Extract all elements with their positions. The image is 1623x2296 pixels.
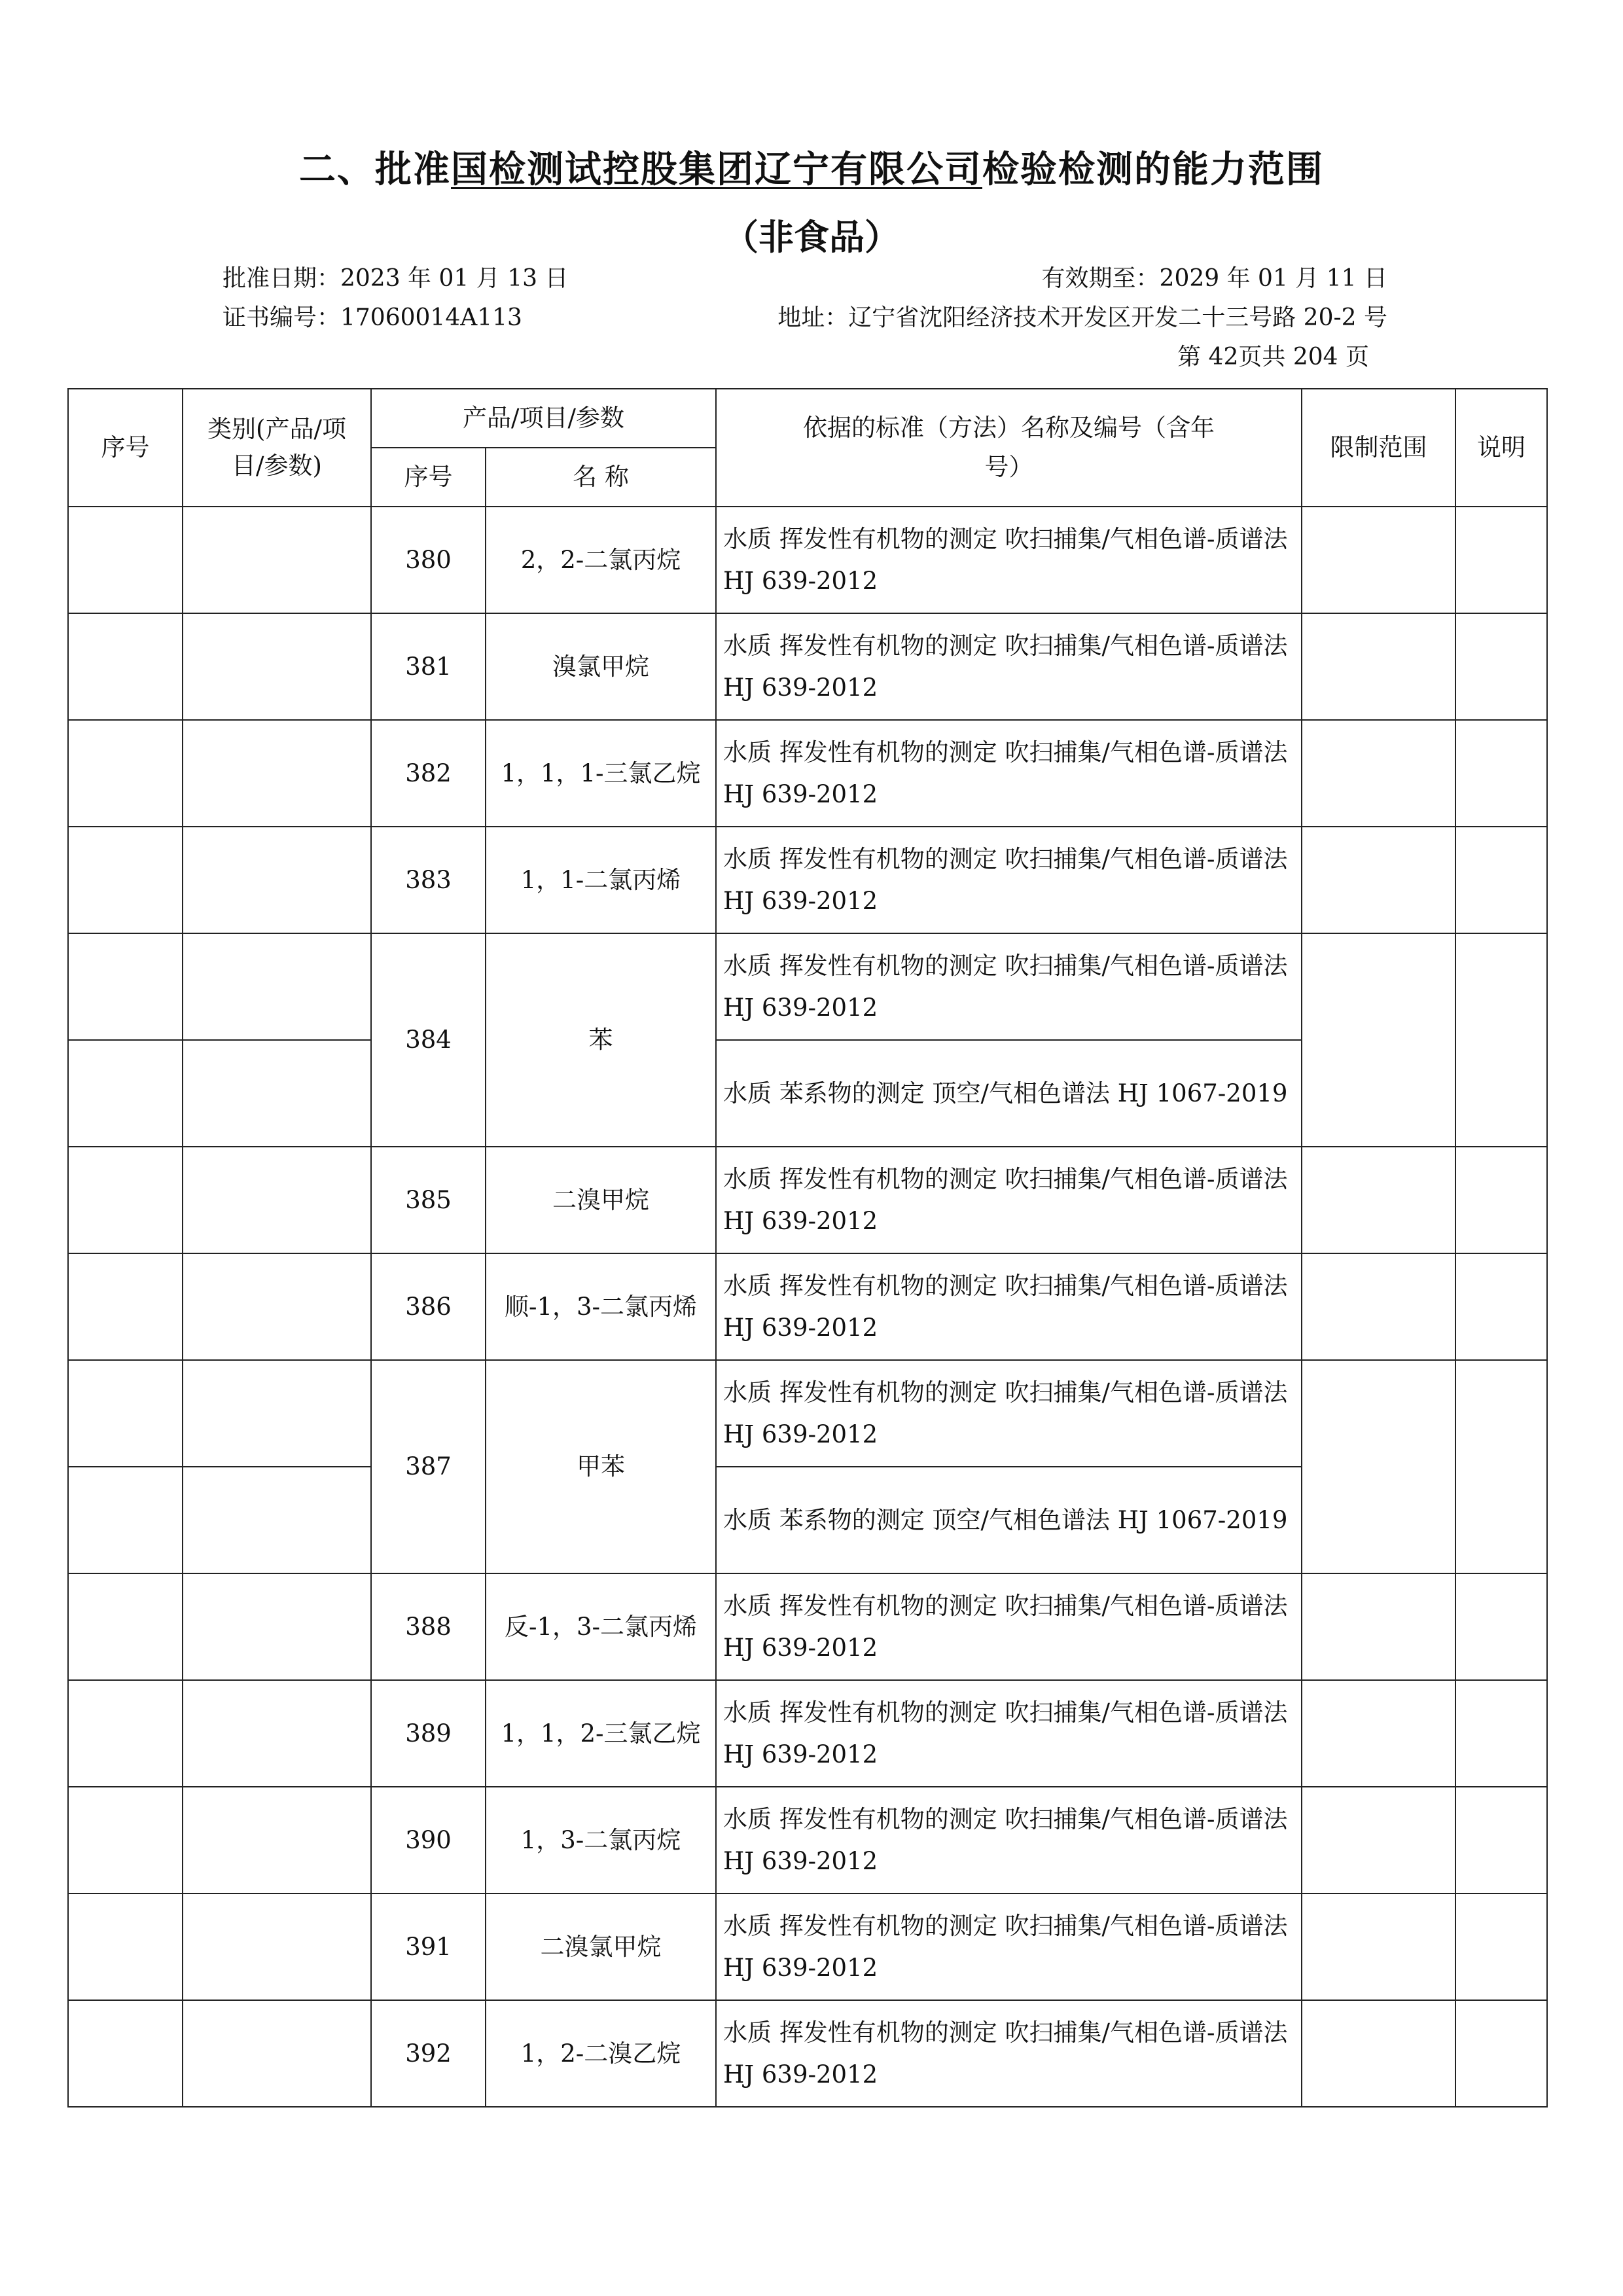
row-category-cell [183,1893,371,2000]
item-name: 苯 [486,933,716,1147]
item-number: 386 [371,1253,486,1360]
limit-cell [1302,1360,1455,1573]
col-header-item-seq: 序号 [371,448,486,507]
capability-table [67,388,1548,2108]
item-number: 381 [371,613,486,720]
row-category-cell [183,507,371,613]
row-seq-cell [68,613,183,720]
item-number: 387 [371,1360,486,1573]
limit-cell [1302,1893,1455,2000]
row-category-cell [183,1467,371,1573]
row-seq-cell [68,1253,183,1360]
row-seq-cell [68,1573,183,1680]
row-category-cell [183,1787,371,1893]
row-category-cell [183,720,371,827]
table-row [68,933,1547,1040]
title-suffix: 检验检测的能力范围 [982,149,1324,191]
limit-cell [1302,1680,1455,1787]
title-prefix: 二、批准 [299,149,451,191]
item-name: 1，3-二氯丙烷 [486,1787,716,1893]
table-row [68,2000,1547,2107]
item-name: 1，1-二氯丙烯 [486,827,716,933]
row-category-cell [183,1040,371,1147]
item-number: 388 [371,1573,486,1680]
row-seq-cell [68,1680,183,1787]
standard-text: 水质 挥发性有机物的测定 吹扫捕集/气相色谱-质谱法 HJ 639-2012 [716,1680,1302,1787]
table-row [68,507,1547,613]
page-subtitle: （非食品） [723,217,900,258]
col-header-item-name: 名 称 [486,448,716,507]
standard-text: 水质 挥发性有机物的测定 吹扫捕集/气相色谱-质谱法 HJ 639-2012 [716,613,1302,720]
address: 地址：辽宁省沈阳经济技术开发区开发二十三号路 20-2 号 [777,304,1387,331]
item-name: 二溴氯甲烷 [486,1893,716,2000]
col-header-seq: 序号 [68,389,183,507]
note-cell [1455,1893,1547,2000]
standard-text: 水质 挥发性有机物的测定 吹扫捕集/气相色谱-质谱法 HJ 639-2012 [716,1573,1302,1680]
row-seq-cell [68,1787,183,1893]
item-name: 反-1，3-二氯丙烯 [486,1573,716,1680]
table-row [68,1573,1547,1680]
row-seq-cell [68,933,183,1040]
col-header-standard: 依据的标准（方法）名称及编号（含年号） [716,389,1302,507]
row-category-cell [183,827,371,933]
item-number: 383 [371,827,486,933]
row-category-cell [183,1147,371,1253]
item-name: 2，2-二氯丙烷 [486,507,716,613]
limit-cell [1302,827,1455,933]
cert-number: 证书编号：17060014A113 [223,304,522,331]
table-row [68,1147,1547,1253]
note-cell [1455,2000,1547,2107]
row-seq-cell [68,827,183,933]
item-number: 385 [371,1147,486,1253]
row-category-cell [183,1680,371,1787]
standard-text: 水质 挥发性有机物的测定 吹扫捕集/气相色谱-质谱法 HJ 639-2012 [716,1253,1302,1360]
note-cell [1455,613,1547,720]
col-header-product-group: 产品/项目/参数 [371,389,716,448]
note-cell [1455,1573,1547,1680]
item-name: 甲苯 [486,1360,716,1573]
row-category-cell [183,1573,371,1680]
row-seq-cell [68,507,183,613]
table-row [68,1253,1547,1360]
item-number: 384 [371,933,486,1147]
limit-cell [1302,507,1455,613]
note-cell [1455,1253,1547,1360]
limit-cell [1302,1573,1455,1680]
table-row [68,1893,1547,2000]
limit-cell [1302,720,1455,827]
note-cell [1455,507,1547,613]
standard-text: 水质 挥发性有机物的测定 吹扫捕集/气相色谱-质谱法 HJ 639-2012 [716,827,1302,933]
limit-cell [1302,1147,1455,1253]
item-number: 390 [371,1787,486,1893]
row-seq-cell [68,720,183,827]
standard-text: 水质 挥发性有机物的测定 吹扫捕集/气相色谱-质谱法 HJ 639-2012 [716,507,1302,613]
item-name: 1，1，1-三氯乙烷 [486,720,716,827]
table-row [68,1680,1547,1787]
row-category-cell [183,933,371,1040]
item-number: 380 [371,507,486,613]
limit-cell [1302,1253,1455,1360]
page-info: 第 42页共 204 页 [1177,344,1369,370]
row-category-cell [183,1253,371,1360]
item-name: 1，1，2-三氯乙烷 [486,1680,716,1787]
col-header-limit: 限制范围 [1302,389,1455,507]
note-cell [1455,1147,1547,1253]
standard-text: 水质 挥发性有机物的测定 吹扫捕集/气相色谱-质谱法 HJ 639-2012 [716,2000,1302,2107]
table-row [68,613,1547,720]
table-row [68,1787,1547,1893]
note-cell [1455,1787,1547,1893]
item-number: 392 [371,2000,486,2107]
table-body [68,507,1547,2107]
col-header-note: 说明 [1455,389,1547,507]
item-name: 顺-1，3-二氯丙烯 [486,1253,716,1360]
standard-text: 水质 挥发性有机物的测定 吹扫捕集/气相色谱-质谱法 HJ 639-2012 [716,720,1302,827]
limit-cell [1302,613,1455,720]
row-category-cell [183,1360,371,1467]
note-cell [1455,827,1547,933]
page-title [0,141,1623,193]
note-cell [1455,1680,1547,1787]
table-row [68,720,1547,827]
note-cell [1455,1360,1547,1573]
row-seq-cell [68,1360,183,1467]
limit-cell [1302,933,1455,1147]
item-name: 溴氯甲烷 [486,613,716,720]
table-row [68,827,1547,933]
standard-text: 水质 苯系物的测定 顶空/气相色谱法 HJ 1067-2019 [716,1467,1302,1573]
col-header-category: 类别(产品/项目/参数) [183,389,371,507]
standard-text: 水质 挥发性有机物的测定 吹扫捕集/气相色谱-质谱法 HJ 639-2012 [716,1360,1302,1467]
limit-cell [1302,1787,1455,1893]
standard-text: 水质 挥发性有机物的测定 吹扫捕集/气相色谱-质谱法 HJ 639-2012 [716,1893,1302,2000]
row-seq-cell [68,1040,183,1147]
row-seq-cell [68,1467,183,1573]
row-seq-cell [68,2000,183,2107]
standard-text: 水质 挥发性有机物的测定 吹扫捕集/气相色谱-质谱法 HJ 639-2012 [716,1787,1302,1893]
table-row [68,1360,1547,1467]
standard-text: 水质 挥发性有机物的测定 吹扫捕集/气相色谱-质谱法 HJ 639-2012 [716,933,1302,1040]
limit-cell [1302,2000,1455,2107]
item-number: 382 [371,720,486,827]
approval-date: 批准日期：2023 年 01 月 13 日 [223,265,569,292]
row-seq-cell [68,1893,183,2000]
standard-text: 水质 苯系物的测定 顶空/气相色谱法 HJ 1067-2019 [716,1040,1302,1147]
item-number: 391 [371,1893,486,2000]
item-name: 1，2-二溴乙烷 [486,2000,716,2107]
item-name: 二溴甲烷 [486,1147,716,1253]
row-category-cell [183,2000,371,2107]
valid-until: 有效期至：2029 年 01 月 11 日 [1041,265,1387,292]
standard-text: 水质 挥发性有机物的测定 吹扫捕集/气相色谱-质谱法 HJ 639-2012 [716,1147,1302,1253]
title-org: 国检测试控股集团辽宁有限公司 [451,149,982,191]
row-seq-cell [68,1147,183,1253]
row-category-cell [183,613,371,720]
item-number: 389 [371,1680,486,1787]
note-cell [1455,933,1547,1147]
note-cell [1455,720,1547,827]
